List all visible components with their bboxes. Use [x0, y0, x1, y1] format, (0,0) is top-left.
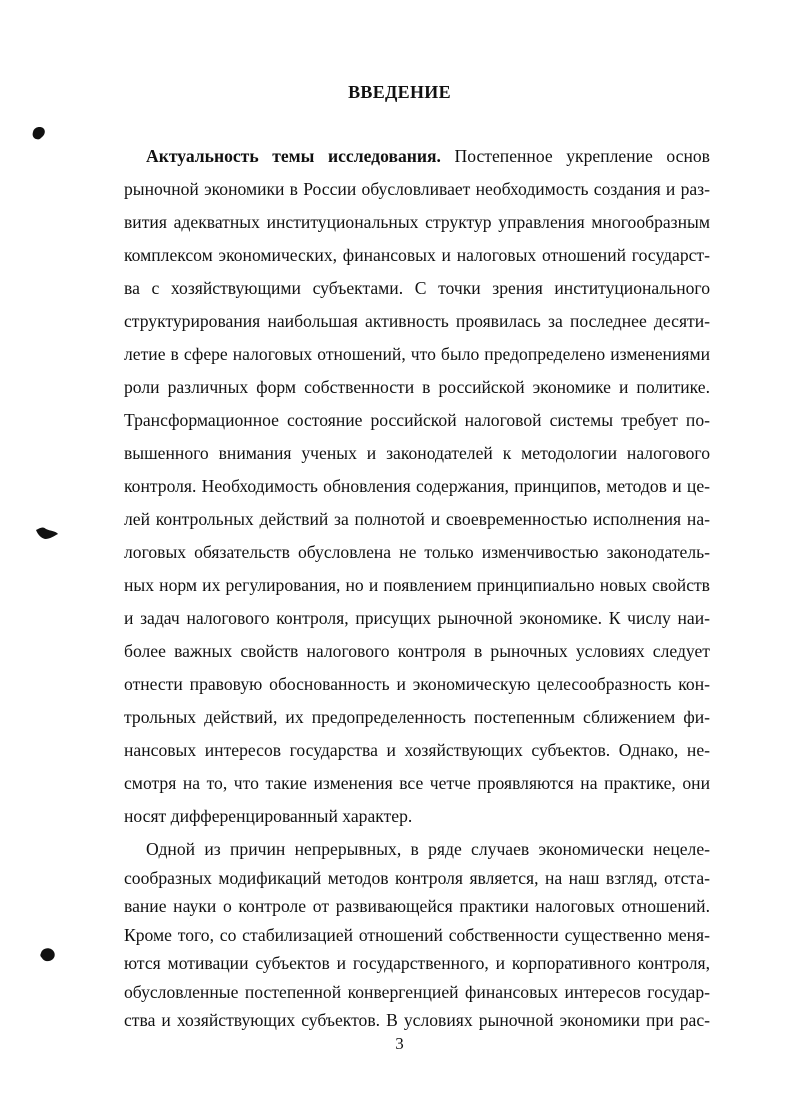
text-line: Кроме того, со стабилизацией отношений собственности существенно меня- — [124, 924, 710, 945]
ink-blot-mark — [34, 524, 60, 544]
text-line: Одной из причин непрерывных, в ряде случаев экономически нецеле- — [146, 839, 710, 859]
text-line: сообразных модификаций методов контроля является, на наш взгляд, отста- — [124, 867, 710, 888]
text-line: нансовых интересов государства и хозяйствующих субъектов. Однако, не- — [124, 740, 710, 760]
text-line: структурирования наибольшая активность проявилась за последнее десяти- — [124, 311, 710, 331]
lead-heading: Актуальность темы исследования. — [146, 146, 441, 166]
text-line: вышенного внимания ученых и законодателей к методологии налогового — [124, 443, 710, 463]
text-line: роли различных форм собственности в российской экономике и политике. — [124, 377, 710, 397]
page-title: ВВЕДЕНИЕ — [348, 82, 451, 102]
text-line: смотря на то, что такие изменения все четче проявляются на практике, они — [124, 773, 710, 793]
text-line: вание науки о контроле от развивающейся практики налоговых отношений. — [124, 896, 710, 916]
ink-blot-mark — [38, 946, 58, 964]
text-line: контроля. Необходимость обновления содержания, принципов, методов и це- — [124, 476, 710, 496]
text-line: более важных свойств налогового контроля в рыночных условиях следует — [124, 641, 710, 661]
text-line: летие в сфере налоговых отношений, что было предопределено изменениями — [124, 344, 710, 364]
text-line: ются мотивации субъектов и государственного, и корпоративного контроля, — [124, 953, 710, 973]
text-line: рыночной экономики в России обусловливает необходимость создания и раз- — [124, 179, 710, 199]
text-line: вития адекватных институциональных структур управления многообразным — [124, 212, 710, 232]
text-line: отнести правовую обоснованность и экономическую целесообразность кон- — [124, 674, 710, 694]
text-line: Актуальность темы исследования. Постепенное укрепление основ — [146, 146, 710, 166]
text-line: носят дифференцированный характер. — [124, 806, 413, 826]
text-line: комплексом экономических, финансовых и налоговых отношений государст- — [124, 245, 710, 265]
ink-blot-mark — [30, 124, 48, 142]
text-line: логовых обязательств обусловлена не только изменчивостью законодатель- — [124, 542, 710, 562]
text-line: ва с хозяйствующими субъектами. С точки зрения институционального — [124, 278, 710, 298]
text-line: обусловленные постепенной конвергенцией финансовых интересов государ- — [124, 981, 710, 1002]
text-line: ных норм их регулирования, но и появлением принципиально новых свойств — [124, 575, 710, 595]
page-number: 3 — [395, 1034, 404, 1053]
text-line: лей контрольных действий за полнотой и своевременностью исполнения на- — [124, 509, 710, 529]
text-line: Трансформационное состояние российской налоговой системы требует по- — [124, 410, 710, 430]
text-line: трольных действий, их предопределенность постепенным сближением фи- — [124, 707, 710, 727]
text-line: ства и хозяйствующих субъектов. В условиях рыночной экономики при рас- — [124, 1010, 710, 1030]
text-line: и задач налогового контроля, присущих рыночной экономике. К числу наи- — [124, 608, 710, 628]
